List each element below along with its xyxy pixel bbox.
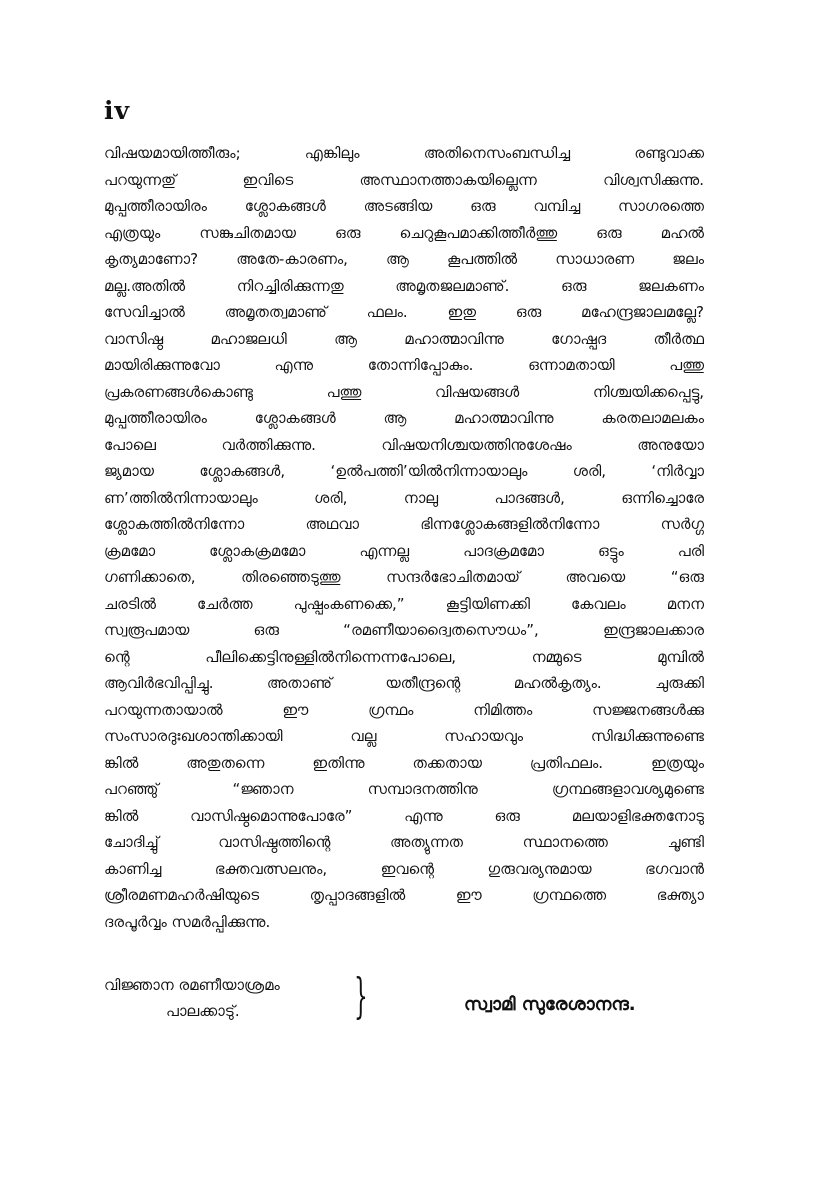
text-line: മല്ല.അതിൽ നിറച്ചിരിക്കുന്നതു അമൃതജലമാണു്. ഒരു ജലകണം [104, 276, 704, 295]
signature-block [104, 968, 704, 1032]
text-line: ചോദിച്ചു് വാസിഷ്ഠത്തിന്റെ അത്യുന്നത സ്ഥാനത്തെ ചൂണ്ടി [104, 833, 704, 851]
text-line: ശ്ലോകത്തിൽനിന്നോ അഥവാ ഭിന്നശ്ലോകങ്ങളിൽനിന്നോ സർഗ്ഗ [104, 515, 704, 533]
text-line: മുപ്പത്തീരായിരം ശ്ലോകങ്ങൾ ആ മഹാത്മാവിന്നു കരതലാമലകം [104, 409, 704, 427]
text-line: എത്രയും സങ്കുചിതമായ ഒരു ചെറുകൂപമാക്കിത്തീർത്തു ഒരു മഹൽ [104, 223, 704, 242]
text-line: മായിരിക്കുന്നുവോ എന്നു തോന്നിപ്പോകും. ഒന്നാമതായി പത്തു [104, 356, 704, 374]
text-line: ങ്കിൽ അതുതന്നെ ഇതിന്നു തക്കതായ പ്രതിഫലം. ഇത്രയും [104, 753, 704, 772]
address-line-ashram: വിജ്ഞാന രമണീയാശ്രമം [104, 976, 280, 994]
text-line: ചരടിൽ ചേർത്ത പുഷ്പംകണക്കെ,” കൂട്ടിയിണക്കി കേവലം മനന [104, 594, 704, 613]
text-line: ക്രമമോ ശ്ലോകക്രമമോ എന്നല്ല പാദക്രമമോ ഒട്ടും പരി [104, 541, 704, 560]
text-line: ണ’ത്തിൽനിന്നായാലും ശരി, നാലു പാദങ്ങൾ, ഒന്നിച്ചൊരേ [104, 488, 704, 507]
text-line: പറഞ്ഞു് “ജ്ഞാന സമ്പാദനത്തിനു ഗ്രന്ഥങ്ങളാവശ്യമുണ്ടെ [104, 780, 704, 798]
text-line: ജ്യമായ ശ്ലോകങ്ങൾ, ‘ഉൽപത്തി’യിൽനിന്നായാലും ശരി, ‘നിർവ്വാ [104, 462, 704, 480]
text-line: കാണിച്ച ഭക്തവത്സലനും, ഇവന്റെ ഗുരുവര്യനുമായ ഭഗവാൻ [104, 859, 704, 878]
text-line: പ്രകരണങ്ങൾകൊണ്ടു പത്തു വിഷയങ്ങൾ നിശ്ചയിക്കപ്പെട്ടു, [104, 382, 704, 401]
text-line: മുപ്പത്തീരായിരം ശ്ലോകങ്ങൾ അടങ്ങിയ ഒരു വമ്പിച്ച സാഗരത്തെ [104, 197, 704, 215]
text-line: ശ്രീരമണമഹർഷിയുടെ തൃപ്പാദങ്ങളിൽ ഈ ഗ്രന്ഥത്തെ ഭക്ത്യാ [104, 886, 704, 904]
text-line: ന്റെ പീലിക്കെട്ടിനുള്ളിൽനിന്നെന്നപോലെ, നമ്മുടെ മുമ്പിൽ [104, 647, 704, 666]
text-line: ങ്കിൽ വാസിഷ്ഠമൊന്നുപോരേ” എന്നു ഒരു മലയാളിഭക്തനോടു [104, 806, 704, 825]
text-line: സേവിച്ചാൽ അമൃതത്വമാണു് ഫലം. ഇതു ഒരു മഹേന്ദ്രജാലമല്ലേ? [104, 303, 704, 321]
text-line: പോലെ വർത്തിക്കുന്നു. വിഷയനിശ്ചയത്തിനുശേഷം അനുയോ [104, 435, 704, 454]
page-number: iv [104, 96, 131, 125]
text-line: ആവിർഭവിപ്പിച്ചു. അതാണു് യതീന്ദ്രന്റെ മഹൽകൃത്യം. ചുരുക്കി [104, 674, 704, 692]
text-line: പറയുന്നതായാൽ ഈ ഗ്രന്ഥം നിമിത്തം സജ്ജനങ്ങൾക്കു [104, 700, 704, 719]
text-line: ദരപൂർവ്വം സമർപ്പിക്കുന്നു. [104, 912, 271, 931]
text-line: വാസിഷ്ഠ മഹാജലധി ആ മഹാത്മാവിന്നു ഗോഷ്പദ തീർത്ഥ [104, 329, 704, 348]
author-signature: സ്വാമി സുരേശാനന്ദ. [464, 994, 636, 1015]
closing-brace: } [354, 968, 368, 1024]
text-line: വിഷയമായിത്തീരും; എങ്കിലും അതിനെസംബന്ധിച്ച രണ്ടുവാക്ക [104, 144, 704, 162]
ashram-address [104, 972, 280, 1024]
text-line: പറയുന്നതു് ഇവിടെ അസ്ഥാനത്താകയില്ലെന്ന വിശ്വസിക്കുന്നു. [104, 170, 704, 189]
text-line: സംസാരദുഃഖശാന്തിക്കായി വല്ല സഹായവും സിദ്ധിക്കുന്നുണ്ടെ [104, 727, 704, 745]
text-line: കൃത്യമാണോ? അതേ-കാരണം, ആ കൂപത്തിൽ സാധാരണ ജലം [104, 250, 704, 268]
text-line: ഗണിക്കാതെ, തിരഞ്ഞെടുത്തു സന്ദർഭോചിതമായ് അവയെ “ഒരു [104, 568, 704, 586]
text-line: സ്വരൂപമായ ഒരു “രമണീയാദ്വൈതസൌധം”, ഇന്ദ്രജാലക്കാര [104, 621, 704, 639]
address-line-place: പാലക്കാടു്. [166, 1002, 240, 1020]
body-text [104, 140, 704, 935]
